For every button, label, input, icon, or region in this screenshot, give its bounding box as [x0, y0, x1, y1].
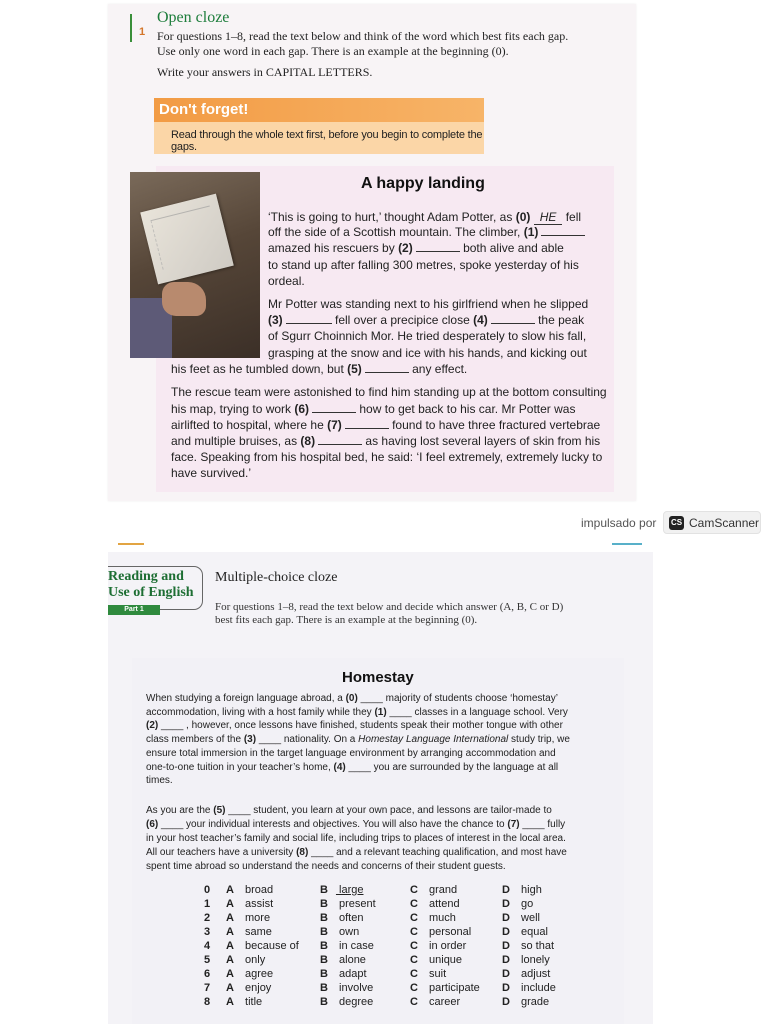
question-number: 6: [204, 968, 211, 980]
answer-option-b[interactable]: [320, 898, 376, 910]
text-run: ordeal.: [268, 274, 305, 288]
answer-option-d[interactable]: [502, 912, 540, 924]
text-run: how to get back to his car. Mr Potter was: [356, 402, 576, 416]
answer-gap[interactable]: [312, 401, 356, 413]
article-line: [268, 345, 587, 361]
option-letter: B: [320, 968, 328, 980]
option-letter: B: [320, 912, 328, 924]
camscanner-badge[interactable]: [663, 511, 761, 534]
option-text: suit: [425, 968, 447, 980]
gap-number: (8): [300, 434, 316, 448]
section-marker: [130, 14, 132, 42]
option-text: grade: [517, 996, 550, 1008]
text-run: ____ you are surrounded by the language at all: [345, 762, 559, 773]
homestay-line: [146, 860, 506, 873]
text-run: ____ , however, once lessons have finished, students speak their mother tongue with other: [158, 720, 563, 731]
option-letter: D: [502, 968, 510, 980]
instruction-line: best fits each gap. There is an example at the beginning (0).: [215, 614, 478, 626]
answer-option-d[interactable]: [502, 954, 550, 966]
option-text: lonely: [517, 954, 550, 966]
text-run: off the side of a Scottish mountain. The climber,: [268, 225, 524, 239]
option-text: only: [241, 954, 266, 966]
answer-gap[interactable]: [491, 312, 535, 324]
camscanner-brand: CamScanner: [689, 516, 760, 530]
gap-number: (3): [268, 313, 283, 327]
instr-text: Write your answers in CAPITAL LETTERS.: [157, 65, 373, 79]
dont-forget-box: [154, 98, 484, 154]
gap-number: (4): [473, 313, 488, 327]
option-letter: A: [226, 954, 234, 966]
question-number: 0: [204, 884, 211, 896]
text-run: ____ fully: [519, 819, 566, 830]
text-run: accommodation, living with a host family while they: [146, 707, 375, 718]
answer-option-d[interactable]: [502, 884, 542, 896]
homestay-line: [146, 818, 565, 831]
option-text: attend: [425, 898, 460, 910]
option-letter: D: [502, 926, 510, 938]
answer-option-b[interactable]: [320, 982, 373, 994]
answer-option-c[interactable]: [410, 884, 457, 896]
homestay-line: [146, 706, 568, 719]
text-run: spent time abroad so understand the needs and concerns of their student guests.: [146, 861, 506, 872]
instruction-line-3: [157, 65, 372, 80]
text-run: face. Speaking from his hospital bed, he said: ‘I feel extremely, extremely lucky to: [171, 450, 603, 464]
option-letter: B: [320, 996, 328, 1008]
gap-number: (5): [347, 362, 362, 376]
option-letter: B: [320, 954, 328, 966]
text-run: his map, trying to work: [171, 402, 295, 416]
option-text: title: [241, 996, 263, 1008]
answer-option-a[interactable]: [226, 926, 272, 938]
article-line: [171, 384, 607, 400]
option-letter: A: [226, 940, 234, 952]
section-title-2: Multiple-choice cloze: [215, 570, 338, 585]
photo-hand: [162, 282, 206, 316]
article-line: [268, 240, 564, 256]
option-text: agree: [241, 968, 274, 980]
question-number: 5: [204, 954, 211, 966]
answer-option-c[interactable]: [410, 940, 466, 952]
homestay-line: [146, 846, 567, 859]
text-run: All our teachers have a university: [146, 847, 297, 858]
option-text: grand: [425, 884, 458, 896]
text-run: ____ majority of students choose ‘homestay’: [357, 693, 558, 704]
text-run: and multiple bruises, as: [171, 434, 301, 448]
instr-text: Use only one word in each gap. There is an example at the beginning (0).: [157, 44, 509, 58]
gap-number: (8): [296, 847, 309, 858]
side-label-line-2: Use of English: [108, 585, 194, 600]
option-text: own: [335, 926, 360, 938]
option-letter: B: [320, 926, 328, 938]
gap-number: (7): [507, 819, 520, 830]
answer-option-a[interactable]: [226, 912, 270, 924]
answer-option-d[interactable]: [502, 968, 550, 980]
answer-option-b[interactable]: [320, 912, 363, 924]
article-line: [171, 417, 600, 433]
answer-option-a[interactable]: [226, 968, 273, 980]
option-letter: A: [226, 982, 234, 994]
text-run: amazed his rescuers by: [268, 241, 399, 255]
question-number: 2: [204, 912, 211, 924]
answer-gap[interactable]: [286, 312, 332, 324]
option-text: same: [241, 926, 272, 938]
answer-option-a[interactable]: [226, 996, 262, 1008]
gap-number: (6): [294, 402, 310, 416]
answer-option-c[interactable]: [410, 912, 456, 924]
option-text: in case: [335, 940, 374, 952]
article-line: [171, 401, 575, 417]
gap-number: (4): [333, 762, 346, 773]
option-text: participate: [425, 982, 480, 994]
divider-right: [612, 543, 642, 545]
text-run: As you are the: [146, 805, 214, 816]
article-line: [268, 312, 584, 328]
answer-option-a[interactable]: [226, 884, 273, 896]
option-letter: A: [226, 898, 234, 910]
option-text: personal: [425, 926, 472, 938]
article-line: [268, 209, 581, 225]
text-run: as having lost several layers of skin from his: [362, 434, 601, 448]
answer-gap[interactable]: [416, 240, 460, 252]
side-label-line-1: Reading and: [108, 569, 184, 584]
answer-option-a[interactable]: [226, 954, 265, 966]
answer-gap[interactable]: [345, 417, 389, 429]
option-text: equal: [517, 926, 548, 938]
article-line: [268, 273, 305, 289]
text-run: fell: [562, 210, 582, 224]
answer-option-a[interactable]: [226, 982, 271, 994]
text-run: class members of the: [146, 734, 244, 745]
option-letter: C: [410, 884, 418, 896]
answer-option-b[interactable]: [320, 954, 366, 966]
divider-left: [118, 543, 144, 545]
option-text: degree: [335, 996, 374, 1008]
option-letter: D: [502, 898, 510, 910]
gap-number: (2): [398, 241, 413, 255]
option-letter: D: [502, 884, 510, 896]
answer-option-c[interactable]: [410, 982, 480, 994]
homestay-line: [146, 747, 556, 760]
gap-number: (1): [523, 225, 539, 239]
option-letter: D: [502, 954, 510, 966]
text-run: the peak: [534, 313, 585, 327]
instruction-line-1: [157, 29, 568, 44]
climber-photo: [130, 172, 260, 358]
camscanner-logo-icon: CS: [669, 516, 684, 530]
answer-gap[interactable]: [318, 433, 362, 445]
text-run: to stand up after falling 300 metres, spoke yesterday of his: [268, 258, 579, 272]
answer-gap[interactable]: [541, 224, 585, 236]
question-number: 4: [204, 940, 211, 952]
answer-option-a[interactable]: [226, 898, 273, 910]
answer-option-b[interactable]: [320, 884, 363, 896]
option-letter: C: [410, 982, 418, 994]
text-run: When studying a foreign language abroad, a: [146, 693, 346, 704]
option-letter: D: [502, 982, 510, 994]
option-text: adapt: [335, 968, 367, 980]
text-run: Mr Potter was standing next to his girlfriend when he slipped: [268, 297, 589, 311]
text-run: of Sgurr Choinnich Mor. He tried desperately to slow his fall,: [268, 329, 587, 343]
option-letter: C: [410, 996, 418, 1008]
option-letter: B: [320, 982, 328, 994]
option-text: adjust: [517, 968, 551, 980]
option-text: go: [517, 898, 534, 910]
option-letter: B: [320, 898, 328, 910]
instr-text: For questions 1–8, read the text below and think of the word which best fits each gap.: [157, 29, 569, 43]
option-text: present: [335, 898, 376, 910]
question-number: 8: [204, 996, 211, 1008]
photo-map: [140, 194, 234, 285]
instruction-line-2: [157, 44, 509, 59]
text-run: ____ classes in a language school. Very: [386, 707, 568, 718]
article-line: [268, 224, 585, 240]
option-text: much: [425, 912, 456, 924]
answer-option-d[interactable]: [502, 926, 548, 938]
article-title: A happy landing: [361, 175, 485, 192]
option-letter: A: [226, 996, 234, 1008]
dont-forget-heading: Don't forget!: [154, 98, 484, 122]
option-letter: C: [410, 954, 418, 966]
question-number: 1: [204, 898, 211, 910]
exercise-number: 1: [139, 26, 146, 38]
article-line: [171, 465, 251, 481]
gap-number: (2): [146, 720, 159, 731]
homestay-line: [146, 719, 563, 732]
article-line: [171, 449, 602, 465]
option-letter: C: [410, 898, 418, 910]
text-run: ____ your individual interests and objectives. You will also have the chance to: [158, 819, 508, 830]
text-run: both alive and able: [459, 241, 564, 255]
option-letter: C: [410, 912, 418, 924]
homestay-line: [146, 733, 570, 746]
option-text: well: [517, 912, 540, 924]
option-text: involve: [335, 982, 374, 994]
text-run: times.: [146, 775, 173, 786]
answer-option-c[interactable]: [410, 954, 462, 966]
text-run: one-to-one tuition in your teacher’s home,: [146, 762, 334, 773]
article-line: [268, 296, 588, 312]
text-run: ‘This is going to hurt,’ thought Adam Potter, as: [268, 210, 516, 224]
text-run: his feet as he tumbled down, but: [171, 362, 348, 376]
option-letter: C: [410, 940, 418, 952]
powered-by-label: impulsado por: [581, 516, 657, 530]
gap-number: (0): [345, 693, 358, 704]
answer-option-d[interactable]: [502, 996, 549, 1008]
answer-option-c[interactable]: [410, 926, 471, 938]
text-run: ____ nationality. On a Homestay Language International study trip, we: [256, 734, 570, 745]
option-text: large: [335, 884, 364, 896]
part-badge: Part 1: [108, 605, 160, 615]
option-text: in order: [425, 940, 467, 952]
gap-number: (0): [515, 210, 531, 224]
option-text: unique: [425, 954, 463, 966]
homestay-line: [146, 692, 558, 705]
text-run: ____ student, you learn at your own pace, and lessons are tailor-made to: [225, 805, 552, 816]
question-number: 3: [204, 926, 211, 938]
option-letter: A: [226, 968, 234, 980]
gap-number: (6): [146, 819, 159, 830]
section-title: Open cloze: [157, 9, 230, 26]
gap-number: (7): [327, 418, 342, 432]
answer-option-c[interactable]: [410, 898, 460, 910]
text-run: in your host teacher’s family and social life, including trips to places of interest in the local area.: [146, 833, 566, 844]
article-line: [171, 361, 467, 377]
article-title-2: Homestay: [342, 669, 414, 686]
text-run: ____ and a relevant teaching qualification, and most have: [308, 847, 567, 858]
homestay-line: [146, 804, 552, 817]
option-letter: A: [226, 926, 234, 938]
option-text: so that: [517, 940, 555, 952]
answer-option-d[interactable]: [502, 982, 556, 994]
gap-number: (1): [374, 707, 387, 718]
option-text: more: [241, 912, 271, 924]
text-run: have survived.’: [171, 466, 252, 480]
answer-option-b[interactable]: [320, 940, 374, 952]
option-text: include: [517, 982, 556, 994]
answer-option-c[interactable]: [410, 968, 446, 980]
option-text: high: [517, 884, 542, 896]
text-run: airlifted to hospital, where he: [171, 418, 328, 432]
option-letter: D: [502, 940, 510, 952]
article-line: [268, 328, 586, 344]
option-letter: C: [410, 968, 418, 980]
option-text: alone: [335, 954, 366, 966]
answer-option-b[interactable]: [320, 968, 367, 980]
text-run: The rescue team were astonished to find him standing up at the bottom consulting: [171, 385, 607, 399]
option-letter: A: [226, 912, 234, 924]
option-letter: C: [410, 926, 418, 938]
option-letter: D: [502, 996, 510, 1008]
text-run: ensure total immersion in the target language environment by arranging accommodation and: [146, 748, 556, 759]
answer-option-d[interactable]: [502, 940, 554, 952]
homestay-line: [146, 761, 558, 774]
answer-gap[interactable]: [365, 361, 409, 373]
gap-number: (5): [213, 805, 226, 816]
answer-option-b[interactable]: [320, 926, 359, 938]
option-letter: B: [320, 884, 328, 896]
article-line: [268, 257, 579, 273]
option-letter: D: [502, 912, 510, 924]
text-run: any effect.: [408, 362, 468, 376]
option-letter: A: [226, 884, 234, 896]
text-run: grasping at the snow and ice with his hands, and kicking out: [268, 346, 587, 360]
option-text: career: [425, 996, 461, 1008]
question-number: 7: [204, 982, 211, 994]
answer-option-d[interactable]: [502, 898, 533, 910]
article-line: [171, 433, 600, 449]
answer-option-b[interactable]: [320, 996, 373, 1008]
answer-option-c[interactable]: [410, 996, 460, 1008]
dont-forget-text: Read through the whole text first, before you begin to complete the gaps.: [171, 129, 483, 153]
homestay-line: [146, 832, 566, 845]
text-run: found to have three fractured vertebrae: [388, 418, 601, 432]
option-text: assist: [241, 898, 274, 910]
option-text: broad: [241, 884, 274, 896]
option-text: because of: [241, 940, 299, 952]
option-text: often: [335, 912, 364, 924]
option-text: enjoy: [241, 982, 272, 994]
instruction-line: For questions 1–8, read the text below and decide which answer (A, B, C or D): [215, 601, 564, 613]
gap-number: (3): [243, 734, 257, 745]
option-letter: B: [320, 940, 328, 952]
answer-option-a[interactable]: [226, 940, 299, 952]
example-answer: HE: [534, 210, 563, 225]
homestay-line: [146, 774, 173, 787]
text-run: fell over a precipice close: [331, 313, 474, 327]
